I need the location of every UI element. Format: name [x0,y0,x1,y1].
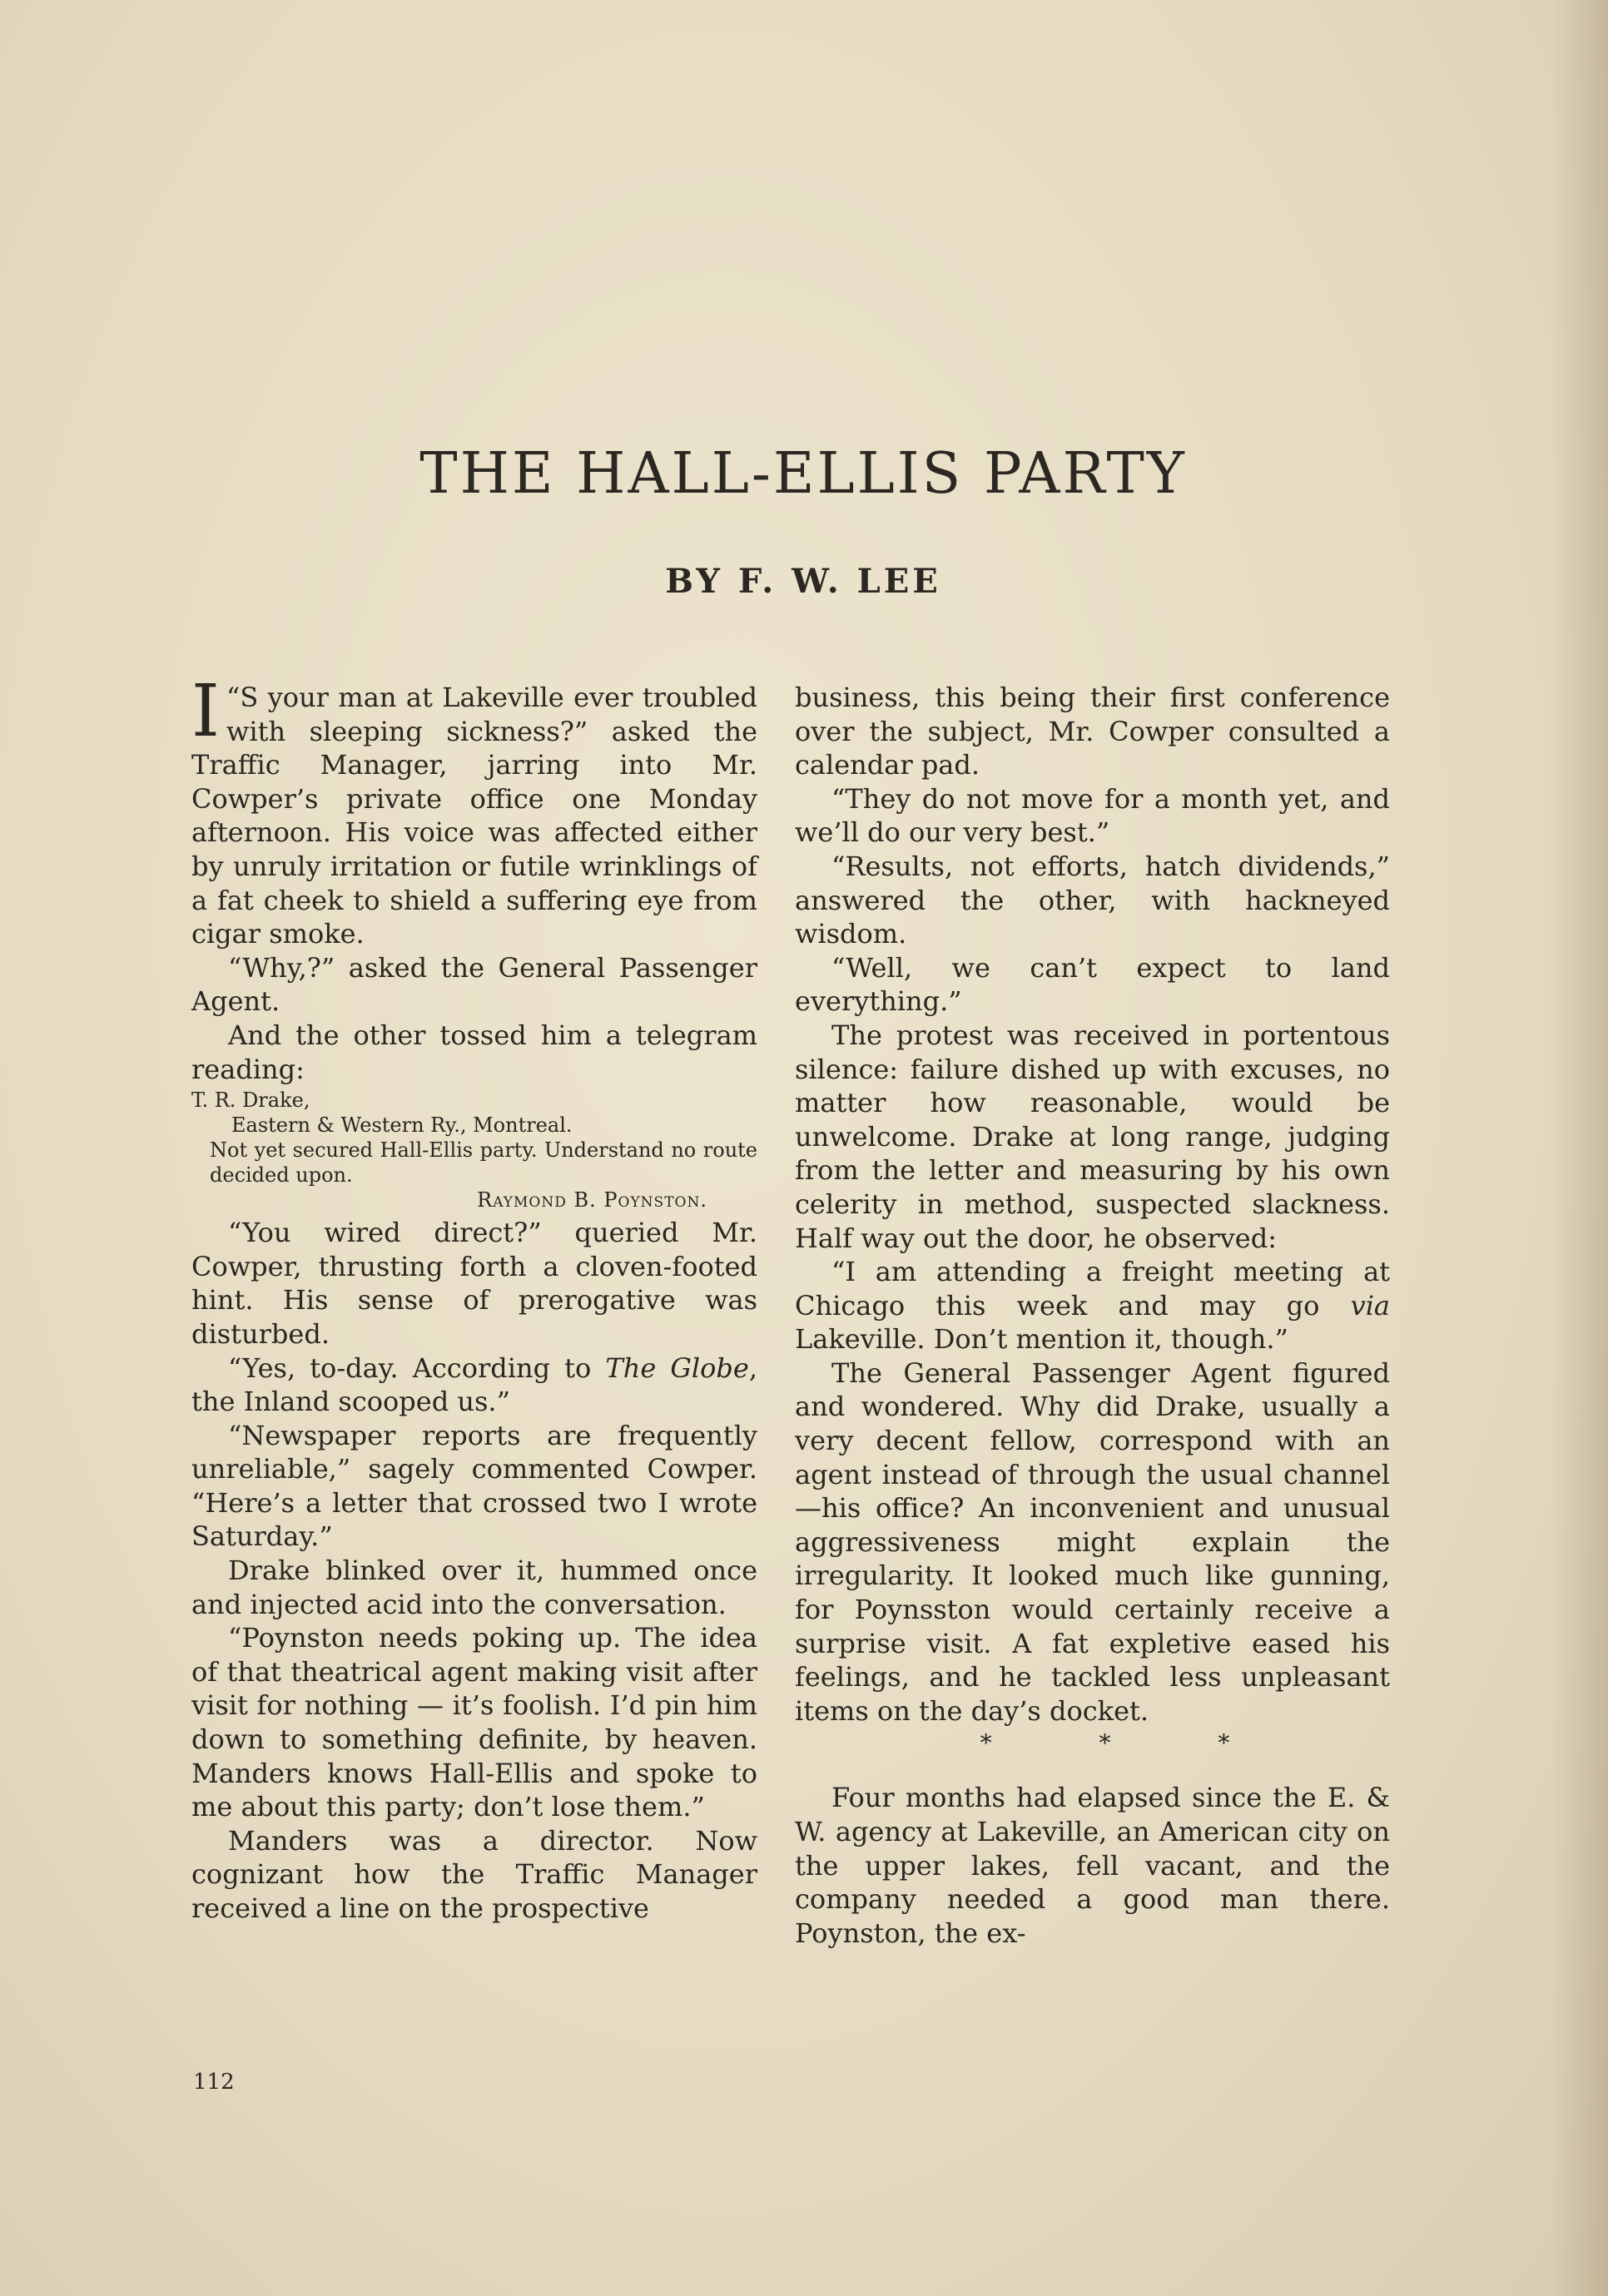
section-separator: * * * [980,1729,1280,1758]
page-edge-shadow [1550,0,1608,2296]
paragraph: “They do not move for a month yet, and we’ll do our very best.” [795,782,1390,849]
paragraph: “Well, we can’t expect to land everything.” [795,951,1390,1018]
article-title: THE HALL-ELLIS PARTY [419,441,1187,507]
drop-cap: I [191,670,220,753]
paragraph [191,1351,757,1419]
page-number: 112 [193,2070,235,2095]
paragraph-text: “Yes, to-day. According to [228,1351,606,1384]
paragraph [795,1255,1390,1356]
paragraph: Drake blinked over it, hummed once and injected acid into the conversation. [191,1555,757,1620]
paragraph: Manders was a director. Now cognizant how the Traffic Manager received a line on the prospective [191,1824,757,1924]
telegram-signature: Raymond B. Poynston. [477,1188,707,1212]
paragraph: And the other tossed him a telegram reading: [191,1019,757,1085]
newspaper-name: The Globe [605,1351,749,1384]
paragraph: The protest was received in portentous silence: failure dished up with excuses, no matter how reasonable, would be unwelcome. Drake at long range, judging from the letter and measuring by his own celerity in method, suspected slackness. Half way out the door, he observed: [795,1019,1390,1254]
left-column [191,670,758,1926]
paragraph: “Poynston needs poking up. The idea of that theatrical agent making visit after visit for nothing — it’s foolish. I’d pin him down to something definite, by heaven. Manders knows Hall-Ellis and spoke to me about this party; don’t lose them.” [191,1622,757,1823]
paragraph: “Results, not efforts, hatch dividends,” answered the other, with hackneyed wisdom. [795,850,1390,950]
telegram-block [191,1088,757,1212]
paragraph: The General Passenger Agent figured and wondered. Why did Drake, usually a very decent fellow, correspond with an agent instead of through the usual channel—his office? An inconvenient and unusual aggressiveness might explain the irregularity. It looked much like gunning, for Poynsston would certainly receive a surprise visit. A fat expletive eased his feelings, and he tackled less unpleasant items on the day’s docket. [795,1356,1390,1727]
telegram-address: Eastern & Western Ry., Montreal. [231,1113,573,1138]
italic-word: via [1350,1289,1390,1322]
telegram-message: Not yet secured Hall-Ellis party. Understand no route decided upon. [210,1138,757,1188]
paragraph-text: “I am attending a freight meeting at Chicago this week and may go [795,1256,1390,1322]
paragraph: “Why,?” asked the General Passenger Agent. [191,951,757,1018]
paragraph: business, this being their first conference over the subject, Mr. Cowper consulted a calendar pad. [795,682,1390,781]
right-column [795,681,1390,1950]
paragraph-text: , the Inland scooped us.” [191,1351,758,1418]
opening-quote: “ [226,682,241,713]
paragraph-text: Lakeville. Don’t mention it, though.” [795,1323,1288,1356]
paragraph: “You wired direct?” queried Mr. Cowper, thrusting forth a cloven-footed hint. His sense of prerogative was disturbed. [191,1217,757,1350]
paragraph: “Newspaper reports are frequently unreliable,” sagely commented Cowper. “Here’s a letter that crossed two I wrote Saturday.” [191,1419,757,1553]
paragraph-text: S your man at Lakeville ever troubled with sleeping sickness?” asked the Traffic Manager, jarring into Mr. Cowper’s private office one Monday afternoon. His voice was affected either by unruly irritation or futile wrinklings of a fat cheek to shield a suffering eye from cigar smoke. [191,682,757,950]
article-byline: BY F. W. LEE [665,562,941,601]
paragraph [191,670,757,951]
paragraph: Four months had elapsed since the E. & W. agency at Lakeville, an American city on the upper lakes, fell vacant, and the company needed a good man there. Poynston, the ex- [795,1782,1390,1949]
telegram-addressee: T. R. Drake, [191,1088,310,1113]
